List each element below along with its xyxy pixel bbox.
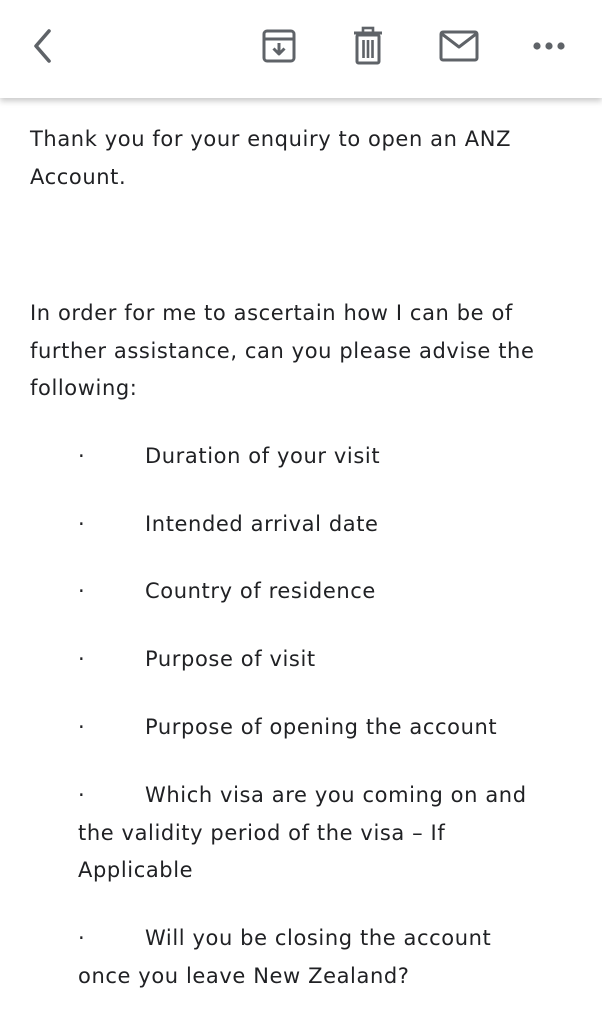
more-options-button[interactable]	[526, 23, 572, 69]
list-item-text: Purpose of visit	[145, 647, 316, 671]
list-item	[78, 920, 548, 995]
list-item	[78, 506, 548, 544]
bullet-dot: ·	[78, 783, 86, 807]
email-toolbar	[0, 0, 602, 98]
delete-button[interactable]	[345, 23, 391, 69]
bullet-dot: ·	[78, 926, 86, 950]
list-item-text: Purpose of opening the account	[145, 715, 498, 739]
mark-unread-button[interactable]	[436, 23, 482, 69]
archive-button[interactable]	[256, 23, 302, 69]
trash-icon	[351, 26, 385, 66]
archive-icon	[260, 27, 298, 65]
list-item-text: Country of residence	[145, 579, 376, 603]
list-item-text: Duration of your visit	[145, 444, 381, 468]
more-horizontal-icon	[532, 41, 566, 51]
bullet-dot: ·	[78, 579, 86, 603]
chevron-left-icon	[28, 26, 58, 66]
list-item	[78, 573, 548, 611]
bullet-dot: ·	[78, 647, 86, 671]
list-item	[78, 777, 548, 890]
list-item	[78, 641, 548, 679]
list-item-text: Which visa are you coming on and the validity period of the visa – If Applicable	[78, 783, 527, 882]
list-item	[78, 709, 548, 747]
back-button[interactable]	[20, 23, 66, 69]
list-item-text: Will you be closing the account once you leave New Zealand?	[78, 926, 492, 988]
message-paragraph-request: In order for me to ascertain how I can be of further assistance, can you please advise the following:	[30, 301, 535, 400]
list-item-text: Intended arrival date	[145, 512, 379, 536]
bullet-dot: ·	[78, 444, 86, 468]
mail-icon	[439, 30, 479, 62]
message-paragraph-intro: Thank you for your enquiry to open an ANZ Account.	[30, 127, 512, 189]
bullet-dot: ·	[78, 512, 86, 536]
bullet-dot: ·	[78, 715, 86, 739]
list-item	[78, 438, 548, 476]
